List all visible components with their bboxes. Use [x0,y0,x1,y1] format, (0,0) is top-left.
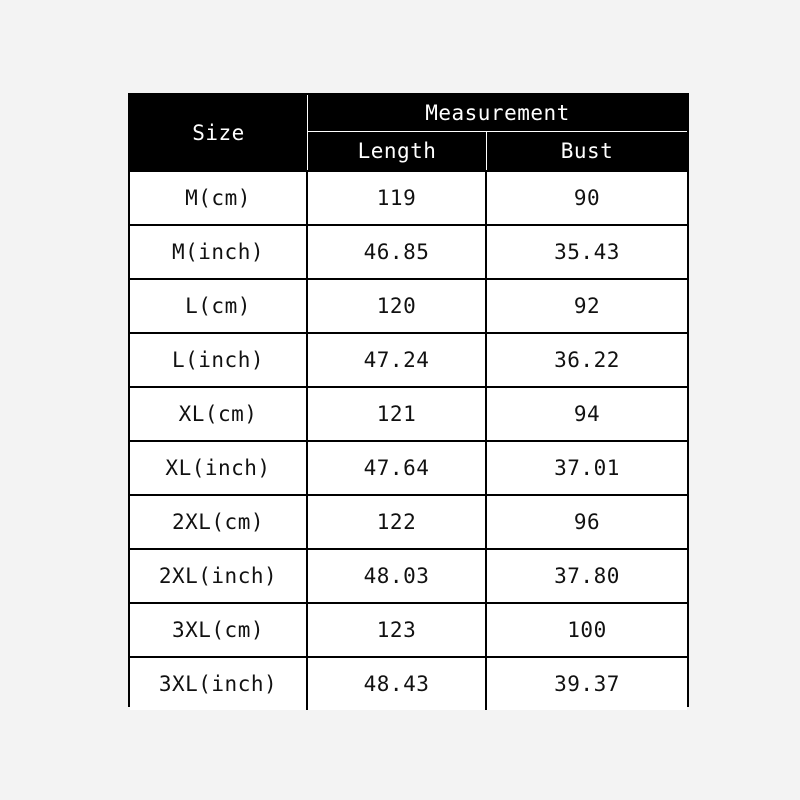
table-row [130,278,687,332]
bust-cell: 35.43 [487,224,687,278]
bust-cell: 96 [487,494,687,548]
size-cell: L(cm) [130,278,308,332]
size-chart [128,93,689,707]
size-cell: M(inch) [130,224,308,278]
length-cell: 119 [308,170,487,224]
length-cell: 123 [308,602,487,656]
table-row [130,440,687,494]
table-row [130,548,687,602]
bust-cell: 94 [487,386,687,440]
bust-cell: 90 [487,170,687,224]
bust-cell: 36.22 [487,332,687,386]
bust-cell: 37.80 [487,548,687,602]
measurement-header: Measurement [308,95,687,132]
bust-cell: 92 [487,278,687,332]
length-header: Length [308,132,487,170]
length-cell: 48.43 [308,656,487,710]
length-cell: 46.85 [308,224,487,278]
table-row [130,656,687,710]
bust-header: Bust [487,132,687,170]
table-row [130,224,687,278]
length-cell: 122 [308,494,487,548]
table-row [130,170,687,224]
table-row [130,602,687,656]
size-cell: M(cm) [130,170,308,224]
length-cell: 121 [308,386,487,440]
size-cell: XL(cm) [130,386,308,440]
table-row [130,332,687,386]
size-cell: 2XL(inch) [130,548,308,602]
length-cell: 47.64 [308,440,487,494]
length-cell: 120 [308,278,487,332]
length-cell: 47.24 [308,332,487,386]
table-row [130,494,687,548]
size-table [130,95,687,710]
size-cell: 3XL(inch) [130,656,308,710]
length-cell: 48.03 [308,548,487,602]
size-header: Size [130,95,308,170]
table-row [130,386,687,440]
bust-cell: 37.01 [487,440,687,494]
size-cell: 2XL(cm) [130,494,308,548]
size-cell: XL(inch) [130,440,308,494]
bust-cell: 100 [487,602,687,656]
size-cell: 3XL(cm) [130,602,308,656]
size-cell: L(inch) [130,332,308,386]
bust-cell: 39.37 [487,656,687,710]
